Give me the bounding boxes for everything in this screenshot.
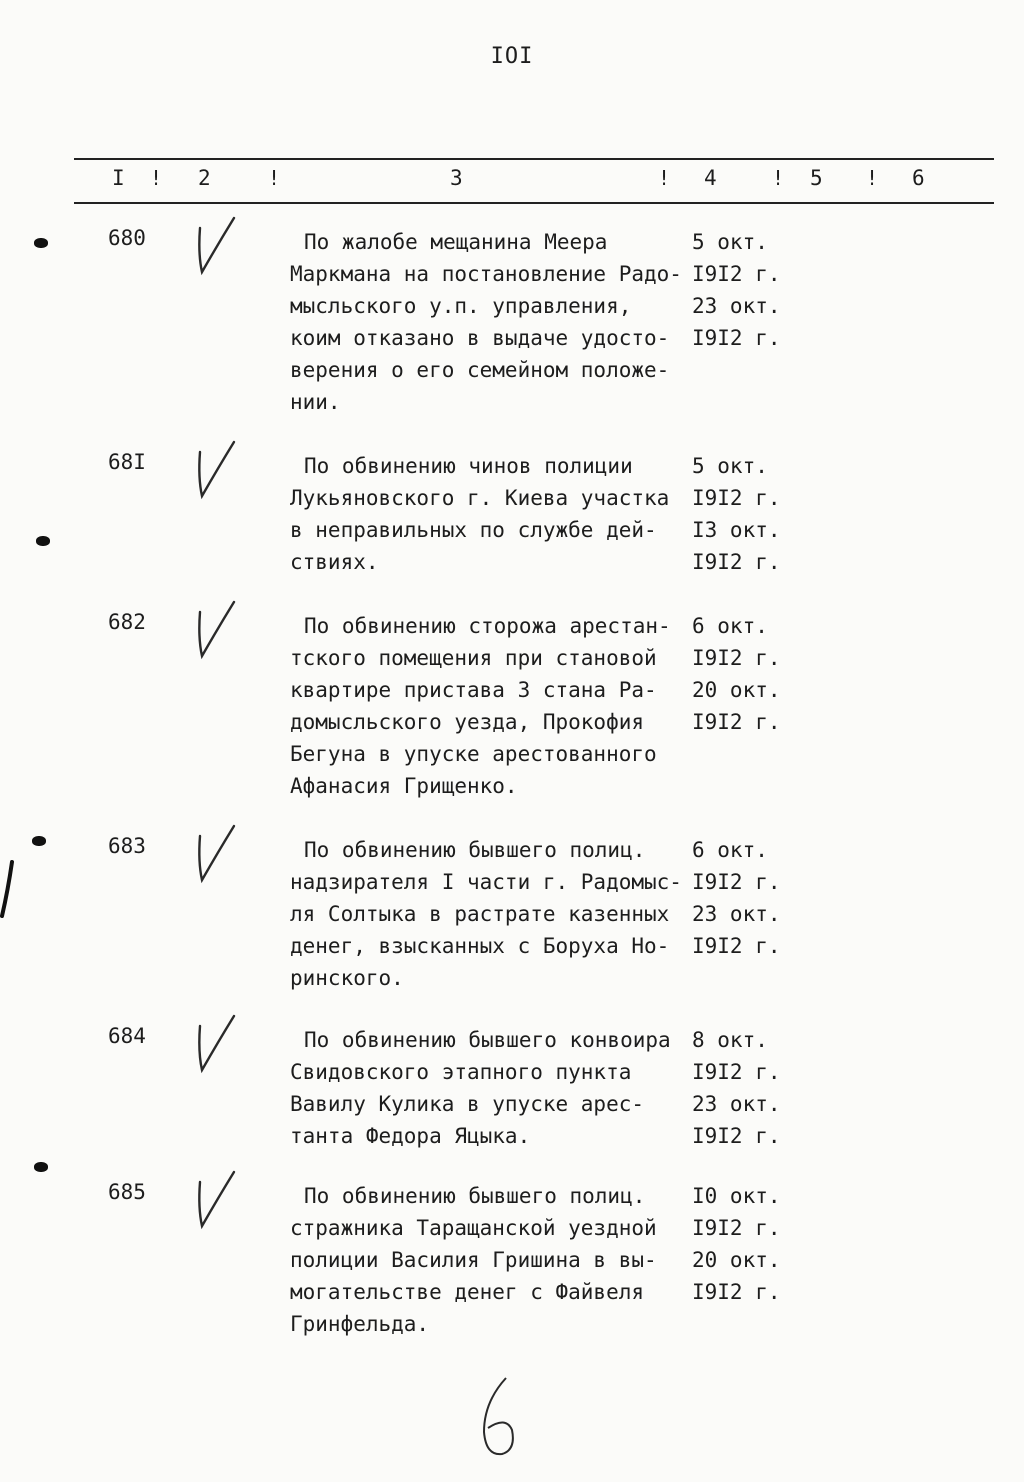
record-dates [692,610,812,738]
folio-number [470,1372,530,1462]
description-line: в неправильных по службе дей- [290,518,657,542]
page-number: IOI [490,44,534,69]
date-line: 5 окт. [692,454,768,478]
header-separator: ! [268,166,281,190]
description-line: По жалобе мещанина Меера [304,230,608,254]
handwritten-check-icon [178,438,248,508]
handwritten-check-icon [178,822,248,892]
date-line: 20 окт. [692,678,781,702]
description-line: Лукьяновского г. Киева участка [290,486,670,510]
description-line: верения о его семейном положе- [290,358,670,382]
record-dates [692,1024,812,1152]
record-description [290,1180,690,1340]
header-col-2: 2 [198,166,211,190]
date-line: 23 окт. [692,294,781,318]
header-separator: ! [772,166,785,190]
date-line: I9I2 г. [692,1124,781,1148]
description-line: стражника Таращанской уездной [290,1216,657,1240]
handwritten-check-icon [178,1168,248,1238]
date-line: 5 окт. [692,230,768,254]
header-col-6: 6 [912,166,925,190]
description-line: Гринфельда. [290,1312,430,1336]
table-header-rule [74,202,994,204]
record-description [290,226,690,418]
description-line: По обвинению бывшего полиц. [304,1184,646,1208]
date-line: I9I2 г. [692,1060,781,1084]
description-line: квартире пристава 3 стана Ра- [290,678,657,702]
description-line: Вавилу Кулика в упуске арес- [290,1092,645,1116]
description-line: Афанасия Грищенко. [290,774,518,798]
handwritten-folio-icon [470,1372,530,1462]
date-line: 20 окт. [692,1248,781,1272]
description-line: полиции Василия Гришина в вы- [290,1248,657,1272]
record-number: 682 [108,610,146,634]
record-description [290,450,690,578]
header-col-4: 4 [704,166,717,190]
date-line: 6 окт. [692,838,768,862]
date-line: 6 окт. [692,614,768,638]
date-line: I3 окт. [692,518,781,542]
record-number: 680 [108,226,146,250]
header-col-3: 3 [450,166,463,190]
record-description [290,834,690,994]
header-col-5: 5 [810,166,823,190]
table-header [0,166,1024,196]
description-line: ринского. [290,966,404,990]
description-line: Свидовского этапного пункта [290,1060,632,1084]
date-line: 23 окт. [692,1092,781,1116]
record-number: 684 [108,1024,146,1048]
date-line: I9I2 г. [692,646,781,670]
description-line: По обвинению чинов полиции [304,454,633,478]
description-line: Маркмана на постановление Радо- [290,262,682,286]
scan-speck [32,836,46,846]
description-line: танта Федора Яцыка. [290,1124,531,1148]
handwritten-check-icon [178,598,248,668]
description-line: домысльского уезда, Прокофия [290,710,645,734]
record-dates [692,450,812,578]
record-number: 683 [108,834,146,858]
date-line: I9I2 г. [692,710,781,734]
description-line: По обвинению бывшего полиц. [304,838,646,862]
record-dates [692,834,812,962]
description-line: ля Солтыка в растрате казенных [290,902,670,926]
date-line: I9I2 г. [692,262,781,286]
date-line: 8 окт. [692,1028,768,1052]
description-line: мысльского у.п. управления, [290,294,632,318]
header-col-1: I [112,166,125,190]
description-line: По обвинению сторожа арестан- [304,614,671,638]
binding-edge-mark [0,860,20,920]
record-dates [692,1180,812,1308]
date-line: I9I2 г. [692,870,781,894]
scan-speck [36,536,50,546]
date-line: I9I2 г. [692,1216,781,1240]
record-number: 68I [108,450,146,474]
header-separator: ! [658,166,671,190]
date-line: I9I2 г. [692,550,781,574]
table-top-rule [74,158,994,160]
description-line: денег, взысканных с Боруха Но- [290,934,670,958]
handwritten-check-icon [178,214,248,284]
description-line: тского помещения при становой [290,646,657,670]
description-line: надзирателя I части г. Радомыс- [290,870,682,894]
handwritten-check-icon [178,1012,248,1082]
description-line: коим отказано в выдаче удосто- [290,326,670,350]
record-description [290,610,690,802]
description-line: Бегуна в упуске арестованного [290,742,657,766]
date-line: 23 окт. [692,902,781,926]
date-line: I0 окт. [692,1184,781,1208]
record-dates [692,226,812,354]
header-separator: ! [866,166,879,190]
date-line: I9I2 г. [692,486,781,510]
scan-speck [34,1162,48,1172]
record-description [290,1024,690,1152]
record-number: 685 [108,1180,146,1204]
header-separator: ! [150,166,163,190]
date-line: I9I2 г. [692,934,781,958]
description-line: ствиях. [290,550,379,574]
description-line: По обвинению бывшего конвоира [304,1028,671,1052]
description-line: нии. [290,390,341,414]
description-line: могательстве денег с Файвеля [290,1280,645,1304]
scan-speck [34,238,48,248]
date-line: I9I2 г. [692,326,781,350]
date-line: I9I2 г. [692,1280,781,1304]
